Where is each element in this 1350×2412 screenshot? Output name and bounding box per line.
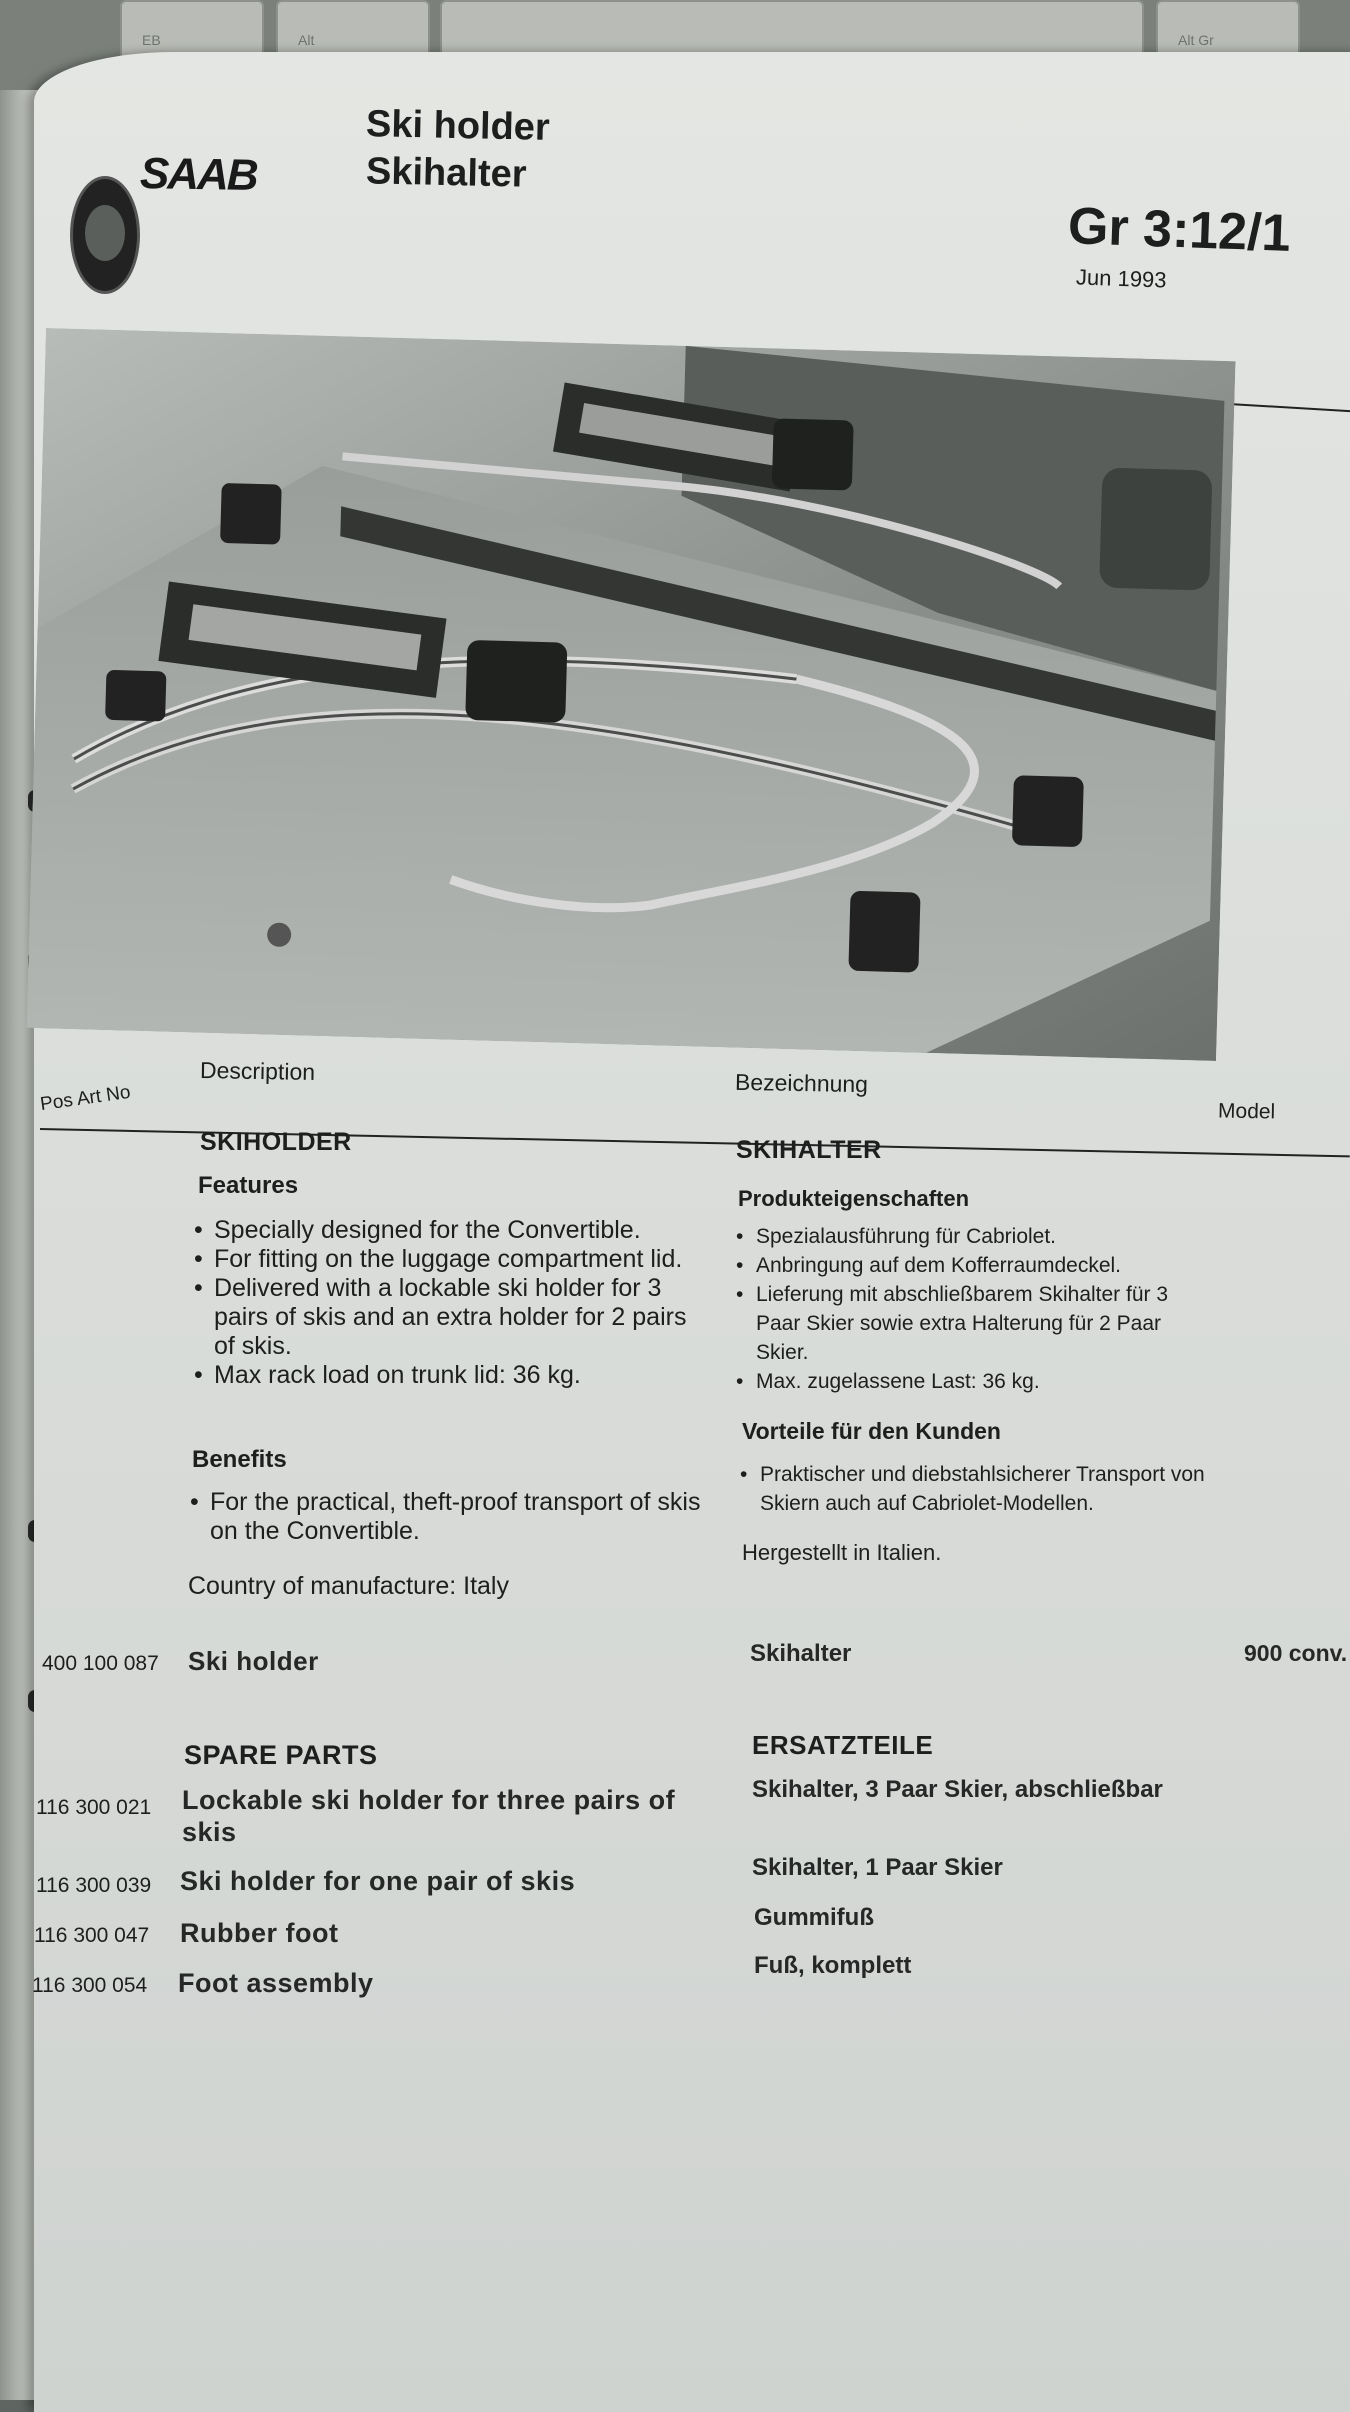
- country-of-manufacture-de: Hergestellt in Italien.: [742, 1540, 942, 1565]
- benefits-list-en: [188, 1488, 708, 1546]
- spare-part-desc-en: Ski holder for one pair of skis: [180, 1866, 576, 1896]
- page-title-de: Skihalter: [365, 150, 527, 196]
- key-label: EB: [142, 32, 161, 48]
- section-heading-de: SKIHALTER: [736, 1136, 882, 1164]
- spare-part-desc-en: Rubber foot: [180, 1918, 339, 1948]
- product-photo: [26, 328, 1235, 1061]
- spare-part-desc-de: Skihalter, 3 Paar Skier, abschließbar: [752, 1776, 1163, 1803]
- key-label: Alt Gr: [1178, 32, 1214, 48]
- spare-part-art-no: 116 300 039: [36, 1874, 152, 1897]
- main-item-art-no: 400 100 087: [42, 1652, 159, 1675]
- key-label: Alt: [298, 32, 315, 48]
- list-item: • For the practical, theft-proof transport of skis on the Convertible.: [188, 1488, 708, 1546]
- column-header-bezeichnung: Bezeichnung: [734, 1068, 869, 1098]
- country-of-manufacture-en: Country of manufacture: Italy: [188, 1572, 509, 1600]
- list-item: • Anbringung auf dem Kofferraumdeckel.: [734, 1251, 1214, 1280]
- spare-parts-heading-de: ERSATZTEILE: [752, 1730, 934, 1760]
- spare-part-desc-en: Lockable ski holder for three pairs of skis: [182, 1785, 676, 1847]
- column-header-pos-art-no: Pos Art No: [38, 1081, 132, 1116]
- page-title-en: Ski holder: [365, 103, 551, 149]
- list-item: • Max. zugelassene Last: 36 kg.: [734, 1367, 1214, 1396]
- spare-part-desc-de: Fuß, komplett: [754, 1952, 912, 1979]
- benefits-title-en: Benefits: [192, 1446, 287, 1473]
- benefits-title-de: Vorteile für den Kunden: [742, 1418, 1001, 1444]
- features-list-de: [734, 1222, 1214, 1396]
- list-item: • Max rack load on trunk lid: 36 kg.: [192, 1361, 712, 1390]
- list-item: • Lieferung mit abschließbarem Skihalter für 3 Paar Skier sowie extra Halterung für 2 Paar Skier.: [734, 1280, 1214, 1367]
- list-item: • Delivered with a lockable ski holder for 3 pairs of skis and an extra holder for 2 pairs of skis.: [192, 1274, 712, 1361]
- list-item: • Praktischer und diebstahlsicherer Transport von Skiern auch auf Cabriolet-Modellen.: [738, 1460, 1218, 1518]
- list-item: • For fitting on the luggage compartment lid.: [192, 1245, 712, 1274]
- features-list-en: [192, 1216, 712, 1390]
- publication-date: Jun 1993: [1075, 264, 1167, 293]
- saab-logo: SAAB: [139, 148, 258, 201]
- features-title-en: Features: [198, 1172, 299, 1199]
- list-item: • Spezialausführung für Cabriolet.: [734, 1222, 1214, 1251]
- benefits-list-de: [738, 1460, 1218, 1518]
- section-heading-en: SKIHOLDER: [200, 1128, 352, 1156]
- spare-part-art-no: 116 300 021: [36, 1796, 152, 1819]
- spare-part-desc-en: Foot assembly: [178, 1968, 374, 1998]
- main-item-desc-de: Skihalter: [750, 1640, 852, 1667]
- main-item-model: 900 conv.: [1244, 1640, 1348, 1666]
- spare-part-art-no: 116 300 054: [32, 1974, 148, 1997]
- group-code: Gr 3:12/1: [1067, 197, 1292, 263]
- main-item-desc-en: Ski holder: [188, 1646, 319, 1676]
- column-header-description: Description: [199, 1056, 316, 1086]
- list-item: • Specially designed for the Convertible.: [192, 1216, 712, 1245]
- spare-part-desc-de: Skihalter, 1 Paar Skier: [752, 1854, 1003, 1881]
- features-title-de: Produkteigenschaften: [738, 1186, 970, 1211]
- spare-part-desc-de: Gummifuß: [754, 1904, 874, 1931]
- column-header-model: Model: [1217, 1099, 1276, 1124]
- spare-parts-heading-en: SPARE PARTS: [184, 1740, 378, 1770]
- saab-seal-logo: [70, 176, 140, 294]
- spare-part-art-no: 116 300 047: [34, 1924, 150, 1947]
